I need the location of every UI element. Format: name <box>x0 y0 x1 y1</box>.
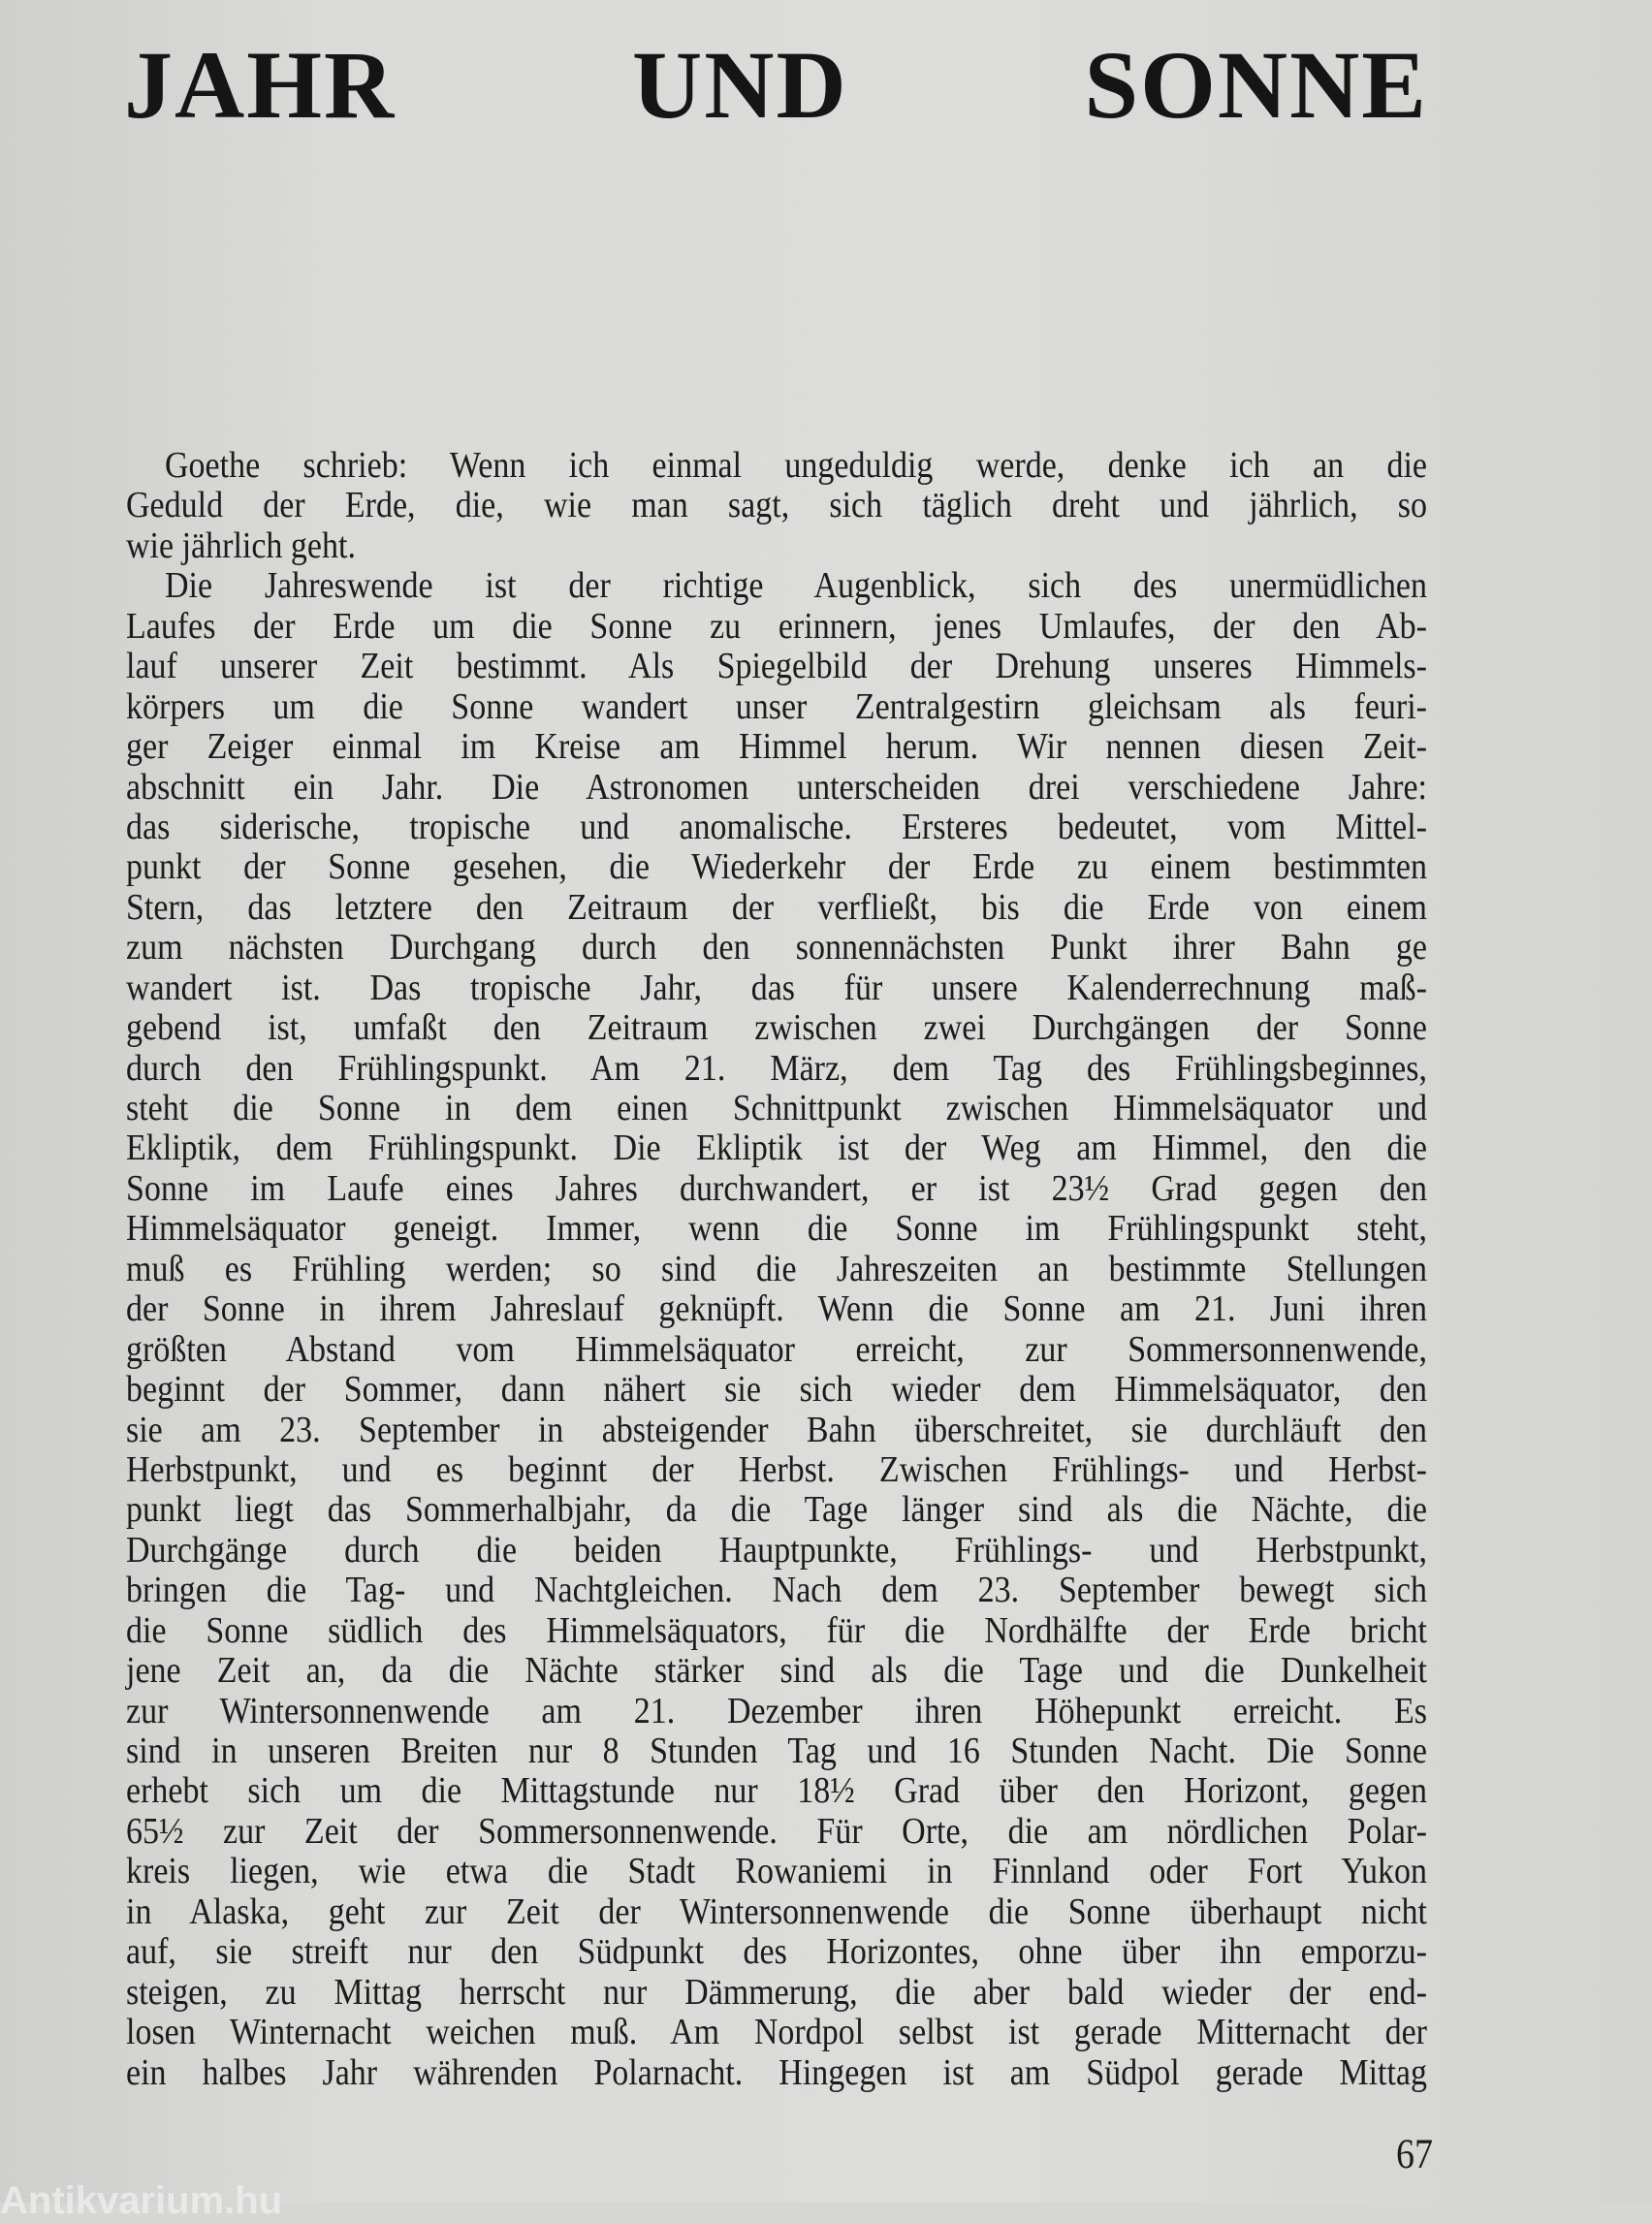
text-line: das siderische, tropische und anomalische. Ersteres bedeutet, vom Mittel- <box>126 807 1427 848</box>
text-line: steht die Sonne in dem einen Schnittpunkt zwischen Himmelsäquator und <box>126 1088 1427 1129</box>
text-line: auf, sie streift nur den Südpunkt des Horizontes, ohne über ihn emporzu- <box>126 1931 1427 1973</box>
text-line: bringen die Tag- und Nachtgleichen. Nach dem 23. September bewegt sich <box>126 1571 1427 1611</box>
text-line: lauf unserer Zeit bestimmt. Als Spiegelbild der Drehung unseres Himmels- <box>126 646 1427 687</box>
text-line: Die Jahreswende ist der richtige Augenblick, sich des unermüdlichen <box>165 566 1427 607</box>
text-line: losen Winternacht weichen muß. Am Nordpol selbst ist gerade Mitternacht der <box>126 2012 1427 2053</box>
text-line: Geduld der Erde, die, wie man sagt, sich täglich dreht und jährlich, so <box>126 486 1427 526</box>
text-line: wie jährlich geht. <box>126 525 356 567</box>
text-line: ger Zeiger einmal im Kreise am Himmel herum. Wir nennen diesen Zeit- <box>126 726 1427 768</box>
text-line: wandert ist. Das tropische Jahr, das für unsere Kalenderrechnung maß- <box>126 968 1427 1008</box>
page-number: 67 <box>1396 2130 1433 2178</box>
text-line: sind in unseren Breiten nur 8 Stunden Tag und 16 Stunden Nacht. Die Sonne <box>126 1731 1427 1772</box>
text-line: zum nächsten Durchgang durch den sonnennächsten Punkt ihrer Bahn ge <box>126 928 1427 969</box>
text-line: in Alaska, geht zur Zeit der Wintersonnenwende die Sonne überhaupt nicht <box>126 1891 1427 1932</box>
text-line: kreis liegen, wie etwa die Stadt Rowaniemi in Finnland oder Fort Yukon <box>126 1852 1427 1892</box>
text-line: ein halbes Jahr währenden Polarnacht. Hingegen ist am Südpol gerade Mittag <box>126 2052 1427 2093</box>
text-line: zur Wintersonnenwende am 21. Dezember ihren Höhepunkt erreicht. Es <box>126 1691 1427 1731</box>
text-line: Laufes der Erde um die Sonne zu erinnern, jenes Umlaufes, der den Ab- <box>126 606 1427 647</box>
text-line: gebend ist, umfaßt den Zeitraum zwischen zwei Durchgängen der Sonne <box>126 1007 1427 1049</box>
body-text <box>126 446 1427 2093</box>
text-line: durch den Frühlingspunkt. Am 21. März, dem Tag des Frühlingsbeginnes, <box>126 1048 1427 1089</box>
text-line: punkt der Sonne gesehen, die Wiederkehr der Erde zu einem bestimmten <box>126 847 1427 888</box>
text-line: größten Abstand vom Himmelsäquator erreicht, zur Sommersonnenwende, <box>126 1329 1427 1370</box>
text-line: erhebt sich um die Mittagstunde nur 18½ Grad über den Horizont, gegen <box>126 1771 1427 1812</box>
text-line: beginnt der Sommer, dann nähert sie sich wieder dem Himmelsäquator, den <box>126 1369 1427 1411</box>
text-line: der Sonne in ihrem Jahreslauf geknüpft. Wenn die Sonne am 21. Juni ihren <box>126 1288 1427 1330</box>
text-line: abschnitt ein Jahr. Die Astronomen unterscheiden drei verschiedene Jahre: <box>126 767 1427 808</box>
watermark: Antikvarium.hu <box>0 2179 283 2222</box>
text-line: steigen, zu Mittag herrscht nur Dämmerung, die aber bald wieder der end- <box>126 1972 1427 2013</box>
text-line: punkt liegt das Sommerhalbjahr, da die Tage länger sind als die Nächte, die <box>126 1490 1427 1531</box>
text-line: muß es Frühling werden; so sind die Jahreszeiten an bestimmte Stellungen <box>126 1249 1427 1289</box>
text-line: Durchgänge durch die beiden Hauptpunkte, Frühlings- und Herbstpunkt, <box>126 1530 1427 1572</box>
text-line: Herbstpunkt, und es beginnt der Herbst. Zwischen Frühlings- und Herbst- <box>126 1449 1427 1491</box>
text-line: die Sonne südlich des Himmelsäquators, für die Nordhälfte der Erde bricht <box>126 1610 1427 1651</box>
text-line: Sonne im Laufe eines Jahres durchwandert, er ist 23½ Grad gegen den <box>126 1168 1427 1210</box>
text-line: Ekliptik, dem Frühlingspunkt. Die Ekliptik ist der Weg am Himmel, den die <box>126 1128 1427 1169</box>
text-line: sie am 23. September in absteigender Bahn überschreitet, sie durchläuft den <box>126 1410 1427 1450</box>
chapter-title: JAHR UND SONNE <box>124 31 1428 139</box>
text-line: jene Zeit an, da die Nächte stärker sind als die Tage und die Dunkelheit <box>126 1650 1427 1692</box>
text-line: Stern, das letztere den Zeitraum der verfließt, bis die Erde von einem <box>126 887 1427 929</box>
text-line: Goethe schrieb: Wenn ich einmal ungeduldig werde, denke ich an die <box>165 445 1427 487</box>
text-line: körpers um die Sonne wandert unser Zentralgestirn gleichsam als feuri- <box>126 686 1427 727</box>
text-line: 65½ zur Zeit der Sommersonnenwende. Für Orte, die am nördlichen Polar- <box>126 1811 1427 1853</box>
text-line: Himmelsäquator geneigt. Immer, wenn die Sonne im Frühlingspunkt steht, <box>126 1209 1427 1250</box>
